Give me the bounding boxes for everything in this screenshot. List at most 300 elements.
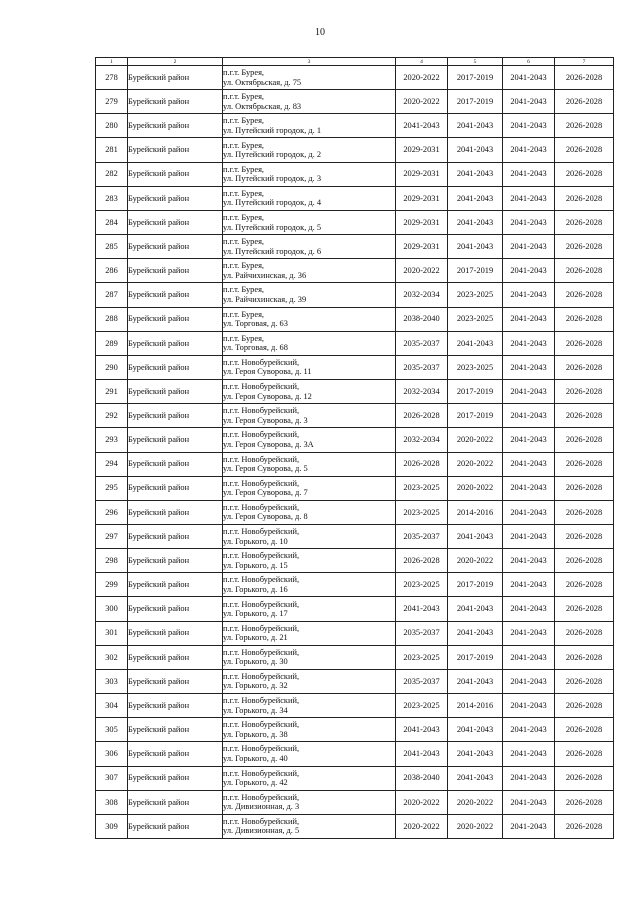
district-cell: Бурейский район (128, 114, 223, 138)
address-street: ул. Горького, д. 32 (223, 681, 288, 691)
district-cell: Бурейский район (128, 766, 223, 790)
row-number: 287 (96, 283, 128, 307)
address-cell (223, 307, 396, 331)
address-settlement: п.г.т. Бурея, (223, 285, 265, 295)
address-settlement: п.г.т. Бурея, (223, 309, 265, 319)
address-settlement: п.г.т. Новобурейский, (223, 527, 300, 537)
row-number: 300 (96, 597, 128, 621)
period-col4: 2020-2022 (396, 90, 448, 114)
address-cell (223, 573, 396, 597)
period-col7: 2026-2028 (555, 476, 614, 500)
period-col6: 2041-2043 (503, 114, 555, 138)
period-col5: 2020-2022 (448, 428, 503, 452)
district-cell: Бурейский район (128, 645, 223, 669)
address-settlement: п.г.т. Бурея, (223, 261, 265, 271)
address-street: ул. Горького, д. 10 (223, 536, 288, 546)
period-col4: 2032-2034 (396, 283, 448, 307)
period-col6: 2041-2043 (503, 549, 555, 573)
district-cell: Бурейский район (128, 235, 223, 259)
address-street: ул. Путейский городок, д. 4 (223, 198, 322, 208)
table-row (96, 718, 614, 742)
address-street: ул. Торговая, д. 68 (223, 343, 288, 353)
period-col5: 2023-2025 (448, 283, 503, 307)
period-col4: 2020-2022 (396, 259, 448, 283)
address-cell (223, 380, 396, 404)
period-col6: 2041-2043 (503, 307, 555, 331)
district-cell: Бурейский район (128, 669, 223, 693)
period-col5: 2020-2022 (448, 814, 503, 838)
period-col7: 2026-2028 (555, 114, 614, 138)
period-col6: 2041-2043 (503, 186, 555, 210)
address-street: ул. Горького, д. 30 (223, 657, 288, 667)
table-row (96, 452, 614, 476)
district-cell: Бурейский район (128, 742, 223, 766)
period-col7: 2026-2028 (555, 428, 614, 452)
address-cell (223, 404, 396, 428)
address-settlement: п.г.т. Бурея, (223, 92, 265, 102)
period-col6: 2041-2043 (503, 476, 555, 500)
address-settlement: п.г.т. Новобурейский, (223, 816, 300, 826)
period-col4: 2035-2037 (396, 355, 448, 379)
period-col5: 2041-2043 (448, 138, 503, 162)
address-street: ул. Дивизионная, д. 3 (223, 802, 300, 812)
address-settlement: п.г.т. Бурея, (223, 188, 265, 198)
row-number: 299 (96, 573, 128, 597)
period-col7: 2026-2028 (555, 331, 614, 355)
period-col6: 2041-2043 (503, 138, 555, 162)
table-row (96, 186, 614, 210)
address-cell (223, 210, 396, 234)
address-settlement: п.г.т. Новобурейский, (223, 768, 300, 778)
period-col5: 2017-2019 (448, 380, 503, 404)
row-number: 289 (96, 331, 128, 355)
table-row (96, 259, 614, 283)
column-header-4: 4 (396, 58, 448, 66)
table-row (96, 814, 614, 838)
period-col6: 2041-2043 (503, 694, 555, 718)
address-street: ул. Райчихинская, д. 39 (223, 294, 307, 304)
district-cell: Бурейский район (128, 694, 223, 718)
address-cell (223, 524, 396, 548)
address-street: ул. Путейский городок, д. 1 (223, 125, 322, 135)
period-col7: 2026-2028 (555, 138, 614, 162)
period-col4: 2026-2028 (396, 549, 448, 573)
district-cell: Бурейский район (128, 380, 223, 404)
address-settlement: п.г.т. Новобурейский, (223, 720, 300, 730)
address-settlement: п.г.т. Бурея, (223, 116, 265, 126)
table-row (96, 790, 614, 814)
period-col5: 2041-2043 (448, 114, 503, 138)
address-street: ул. Героя Суворова, д. 8 (223, 512, 308, 522)
period-col6: 2041-2043 (503, 573, 555, 597)
period-col7: 2026-2028 (555, 500, 614, 524)
address-street: ул. Героя Суворова, д. 5 (223, 464, 308, 474)
address-street: ул. Райчихинская, д. 36 (223, 270, 307, 280)
district-cell: Бурейский район (128, 66, 223, 90)
table-row (96, 669, 614, 693)
column-header-6: 6 (503, 58, 555, 66)
period-col4: 2029-2031 (396, 186, 448, 210)
period-col7: 2026-2028 (555, 814, 614, 838)
period-col7: 2026-2028 (555, 235, 614, 259)
period-col6: 2041-2043 (503, 404, 555, 428)
period-col5: 2023-2025 (448, 307, 503, 331)
period-col7: 2026-2028 (555, 597, 614, 621)
period-col5: 2041-2043 (448, 235, 503, 259)
period-col6: 2041-2043 (503, 669, 555, 693)
period-col6: 2041-2043 (503, 162, 555, 186)
period-col4: 2035-2037 (396, 331, 448, 355)
address-cell (223, 331, 396, 355)
column-header-3: 3 (223, 58, 396, 66)
period-col7: 2026-2028 (555, 790, 614, 814)
period-col6: 2041-2043 (503, 500, 555, 524)
period-col6: 2041-2043 (503, 524, 555, 548)
address-street: ул. Горького, д. 42 (223, 778, 288, 788)
period-col6: 2041-2043 (503, 597, 555, 621)
column-header-5: 5 (448, 58, 503, 66)
table-row (96, 500, 614, 524)
period-col7: 2026-2028 (555, 524, 614, 548)
table-row (96, 621, 614, 645)
address-cell (223, 428, 396, 452)
period-col5: 2041-2043 (448, 742, 503, 766)
district-cell: Бурейский район (128, 814, 223, 838)
period-col4: 2041-2043 (396, 597, 448, 621)
address-cell (223, 476, 396, 500)
address-settlement: п.г.т. Новобурейский, (223, 502, 300, 512)
row-number: 280 (96, 114, 128, 138)
period-col5: 2041-2043 (448, 524, 503, 548)
period-col5: 2041-2043 (448, 766, 503, 790)
address-cell (223, 114, 396, 138)
address-settlement: п.г.т. Новобурейский, (223, 575, 300, 585)
district-cell: Бурейский район (128, 90, 223, 114)
period-col5: 2041-2043 (448, 597, 503, 621)
period-col4: 2023-2025 (396, 476, 448, 500)
period-col5: 2017-2019 (448, 573, 503, 597)
table-row (96, 404, 614, 428)
address-settlement: п.г.т. Бурея, (223, 333, 265, 343)
address-settlement: п.г.т. Новобурейский, (223, 647, 300, 657)
period-col5: 2020-2022 (448, 549, 503, 573)
row-number: 303 (96, 669, 128, 693)
column-header-2: 2 (128, 58, 223, 66)
period-col4: 2029-2031 (396, 235, 448, 259)
table-row (96, 766, 614, 790)
row-number: 304 (96, 694, 128, 718)
row-number: 309 (96, 814, 128, 838)
period-col6: 2041-2043 (503, 621, 555, 645)
district-cell: Бурейский район (128, 718, 223, 742)
address-street: ул. Октябрьская, д. 75 (223, 77, 302, 87)
period-col6: 2041-2043 (503, 283, 555, 307)
period-col5: 2014-2016 (448, 694, 503, 718)
row-number: 283 (96, 186, 128, 210)
period-col4: 2032-2034 (396, 428, 448, 452)
address-street: ул. Горького, д. 38 (223, 729, 288, 739)
period-col7: 2026-2028 (555, 669, 614, 693)
table-row (96, 235, 614, 259)
period-col7: 2026-2028 (555, 404, 614, 428)
period-col7: 2026-2028 (555, 90, 614, 114)
period-col7: 2026-2028 (555, 573, 614, 597)
row-number: 294 (96, 452, 128, 476)
address-street: ул. Героя Суворова, д. 7 (223, 488, 308, 498)
row-number: 279 (96, 90, 128, 114)
period-col4: 2029-2031 (396, 210, 448, 234)
table-row (96, 331, 614, 355)
period-col5: 2020-2022 (448, 790, 503, 814)
table-body (96, 66, 614, 839)
address-cell (223, 500, 396, 524)
period-col7: 2026-2028 (555, 283, 614, 307)
table-row (96, 694, 614, 718)
period-col6: 2041-2043 (503, 790, 555, 814)
district-cell: Бурейский район (128, 524, 223, 548)
housing-register-table (95, 57, 614, 839)
address-street: ул. Горького, д. 21 (223, 633, 288, 643)
address-cell (223, 235, 396, 259)
row-number: 298 (96, 549, 128, 573)
address-street: ул. Путейский городок, д. 3 (223, 174, 322, 184)
address-settlement: п.г.т. Новобурейский, (223, 623, 300, 633)
address-street: ул. Горького, д. 17 (223, 609, 288, 619)
address-cell (223, 186, 396, 210)
address-settlement: п.г.т. Бурея, (223, 213, 265, 223)
address-settlement: п.г.т. Новобурейский, (223, 671, 300, 681)
address-settlement: п.г.т. Новобурейский, (223, 382, 300, 392)
period-col7: 2026-2028 (555, 766, 614, 790)
district-cell: Бурейский район (128, 355, 223, 379)
address-street: ул. Октябрьская, д. 83 (223, 101, 302, 111)
address-settlement: п.г.т. Бурея, (223, 140, 265, 150)
address-street: ул. Горького, д. 16 (223, 584, 288, 594)
period-col6: 2041-2043 (503, 814, 555, 838)
address-settlement: п.г.т. Новобурейский, (223, 478, 300, 488)
row-number: 308 (96, 790, 128, 814)
address-cell (223, 790, 396, 814)
address-street: ул. Дивизионная, д. 5 (223, 826, 300, 836)
address-settlement: п.г.т. Бурея, (223, 68, 265, 78)
table-row (96, 283, 614, 307)
table-row (96, 742, 614, 766)
period-col6: 2041-2043 (503, 428, 555, 452)
period-col5: 2017-2019 (448, 404, 503, 428)
row-number: 282 (96, 162, 128, 186)
address-settlement: п.г.т. Новобурейский, (223, 792, 300, 802)
period-col4: 2029-2031 (396, 162, 448, 186)
period-col7: 2026-2028 (555, 210, 614, 234)
row-number: 286 (96, 259, 128, 283)
address-settlement: п.г.т. Бурея, (223, 237, 265, 247)
district-cell: Бурейский район (128, 452, 223, 476)
address-cell (223, 549, 396, 573)
period-col7: 2026-2028 (555, 645, 614, 669)
address-cell (223, 283, 396, 307)
district-cell: Бурейский район (128, 331, 223, 355)
period-col6: 2041-2043 (503, 331, 555, 355)
table-row (96, 355, 614, 379)
period-col4: 2035-2037 (396, 621, 448, 645)
table-row (96, 428, 614, 452)
period-col5: 2041-2043 (448, 718, 503, 742)
period-col4: 2035-2037 (396, 524, 448, 548)
period-col5: 2041-2043 (448, 162, 503, 186)
address-cell (223, 621, 396, 645)
address-cell (223, 90, 396, 114)
column-header-7: 7 (555, 58, 614, 66)
period-col7: 2026-2028 (555, 452, 614, 476)
address-cell (223, 718, 396, 742)
table-row (96, 645, 614, 669)
period-col6: 2041-2043 (503, 718, 555, 742)
address-street: ул. Героя Суворова, д. 11 (223, 367, 312, 377)
district-cell: Бурейский район (128, 259, 223, 283)
period-col4: 2032-2034 (396, 380, 448, 404)
district-cell: Бурейский район (128, 597, 223, 621)
address-street: ул. Героя Суворова, д. 3А (223, 439, 314, 449)
column-number-row (96, 58, 614, 66)
address-settlement: п.г.т. Новобурейский, (223, 430, 300, 440)
period-col7: 2026-2028 (555, 718, 614, 742)
period-col4: 2023-2025 (396, 500, 448, 524)
table-row (96, 162, 614, 186)
period-col6: 2041-2043 (503, 742, 555, 766)
district-cell: Бурейский район (128, 138, 223, 162)
table-row (96, 307, 614, 331)
period-col4: 2023-2025 (396, 645, 448, 669)
period-col4: 2041-2043 (396, 742, 448, 766)
period-col7: 2026-2028 (555, 186, 614, 210)
table-row (96, 380, 614, 404)
address-settlement: п.г.т. Новобурейский, (223, 696, 300, 706)
row-number: 278 (96, 66, 128, 90)
address-street: ул. Горького, д. 34 (223, 705, 288, 715)
period-col4: 2020-2022 (396, 66, 448, 90)
period-col4: 2041-2043 (396, 114, 448, 138)
period-col5: 2041-2043 (448, 621, 503, 645)
address-cell (223, 742, 396, 766)
district-cell: Бурейский район (128, 476, 223, 500)
address-street: ул. Путейский городок, д. 6 (223, 246, 322, 256)
district-cell: Бурейский район (128, 210, 223, 234)
district-cell: Бурейский район (128, 428, 223, 452)
period-col6: 2041-2043 (503, 766, 555, 790)
period-col7: 2026-2028 (555, 694, 614, 718)
table-row (96, 597, 614, 621)
address-cell (223, 162, 396, 186)
address-cell (223, 814, 396, 838)
period-col7: 2026-2028 (555, 742, 614, 766)
address-street: ул. Путейский городок, д. 5 (223, 222, 322, 232)
period-col6: 2041-2043 (503, 66, 555, 90)
row-number: 292 (96, 404, 128, 428)
row-number: 297 (96, 524, 128, 548)
period-col6: 2041-2043 (503, 90, 555, 114)
row-number: 281 (96, 138, 128, 162)
period-col6: 2041-2043 (503, 380, 555, 404)
period-col7: 2026-2028 (555, 621, 614, 645)
address-cell (223, 597, 396, 621)
period-col6: 2041-2043 (503, 355, 555, 379)
address-settlement: п.г.т. Новобурейский, (223, 599, 300, 609)
row-number: 302 (96, 645, 128, 669)
district-cell: Бурейский район (128, 621, 223, 645)
period-col5: 2020-2022 (448, 476, 503, 500)
table-row (96, 573, 614, 597)
row-number: 296 (96, 500, 128, 524)
table-row (96, 114, 614, 138)
address-settlement: п.г.т. Новобурейский, (223, 454, 300, 464)
row-number: 291 (96, 380, 128, 404)
address-settlement: п.г.т. Новобурейский, (223, 406, 300, 416)
period-col4: 2038-2040 (396, 766, 448, 790)
row-number: 301 (96, 621, 128, 645)
period-col7: 2026-2028 (555, 307, 614, 331)
period-col5: 2023-2025 (448, 355, 503, 379)
address-street: ул. Горького, д. 15 (223, 560, 288, 570)
period-col7: 2026-2028 (555, 162, 614, 186)
row-number: 284 (96, 210, 128, 234)
period-col6: 2041-2043 (503, 259, 555, 283)
address-street: ул. Торговая, д. 63 (223, 319, 288, 329)
table-row (96, 138, 614, 162)
period-col6: 2041-2043 (503, 210, 555, 234)
period-col7: 2026-2028 (555, 549, 614, 573)
row-number: 290 (96, 355, 128, 379)
table-row (96, 90, 614, 114)
address-settlement: п.г.т. Новобурейский, (223, 744, 300, 754)
period-col4: 2035-2037 (396, 669, 448, 693)
period-col5: 2041-2043 (448, 186, 503, 210)
table-row (96, 66, 614, 90)
period-col4: 2020-2022 (396, 790, 448, 814)
address-cell (223, 355, 396, 379)
period-col7: 2026-2028 (555, 380, 614, 404)
district-cell: Бурейский район (128, 500, 223, 524)
table-row (96, 210, 614, 234)
district-cell: Бурейский район (128, 573, 223, 597)
period-col4: 2020-2022 (396, 814, 448, 838)
row-number: 295 (96, 476, 128, 500)
period-col5: 2020-2022 (448, 452, 503, 476)
address-settlement: п.г.т. Новобурейский, (223, 357, 300, 367)
address-cell (223, 645, 396, 669)
row-number: 307 (96, 766, 128, 790)
district-cell: Бурейский район (128, 549, 223, 573)
table-row (96, 549, 614, 573)
period-col5: 2017-2019 (448, 90, 503, 114)
address-cell (223, 694, 396, 718)
period-col6: 2041-2043 (503, 645, 555, 669)
period-col6: 2041-2043 (503, 452, 555, 476)
district-cell: Бурейский район (128, 186, 223, 210)
period-col5: 2017-2019 (448, 645, 503, 669)
period-col4: 2038-2040 (396, 307, 448, 331)
period-col4: 2041-2043 (396, 718, 448, 742)
district-cell: Бурейский район (128, 404, 223, 428)
address-cell (223, 452, 396, 476)
period-col5: 2017-2019 (448, 259, 503, 283)
page-number: 10 (315, 27, 325, 38)
address-settlement: п.г.т. Бурея, (223, 164, 265, 174)
address-cell (223, 766, 396, 790)
district-cell: Бурейский район (128, 307, 223, 331)
address-cell (223, 669, 396, 693)
column-header-1: 1 (96, 58, 128, 66)
row-number: 285 (96, 235, 128, 259)
